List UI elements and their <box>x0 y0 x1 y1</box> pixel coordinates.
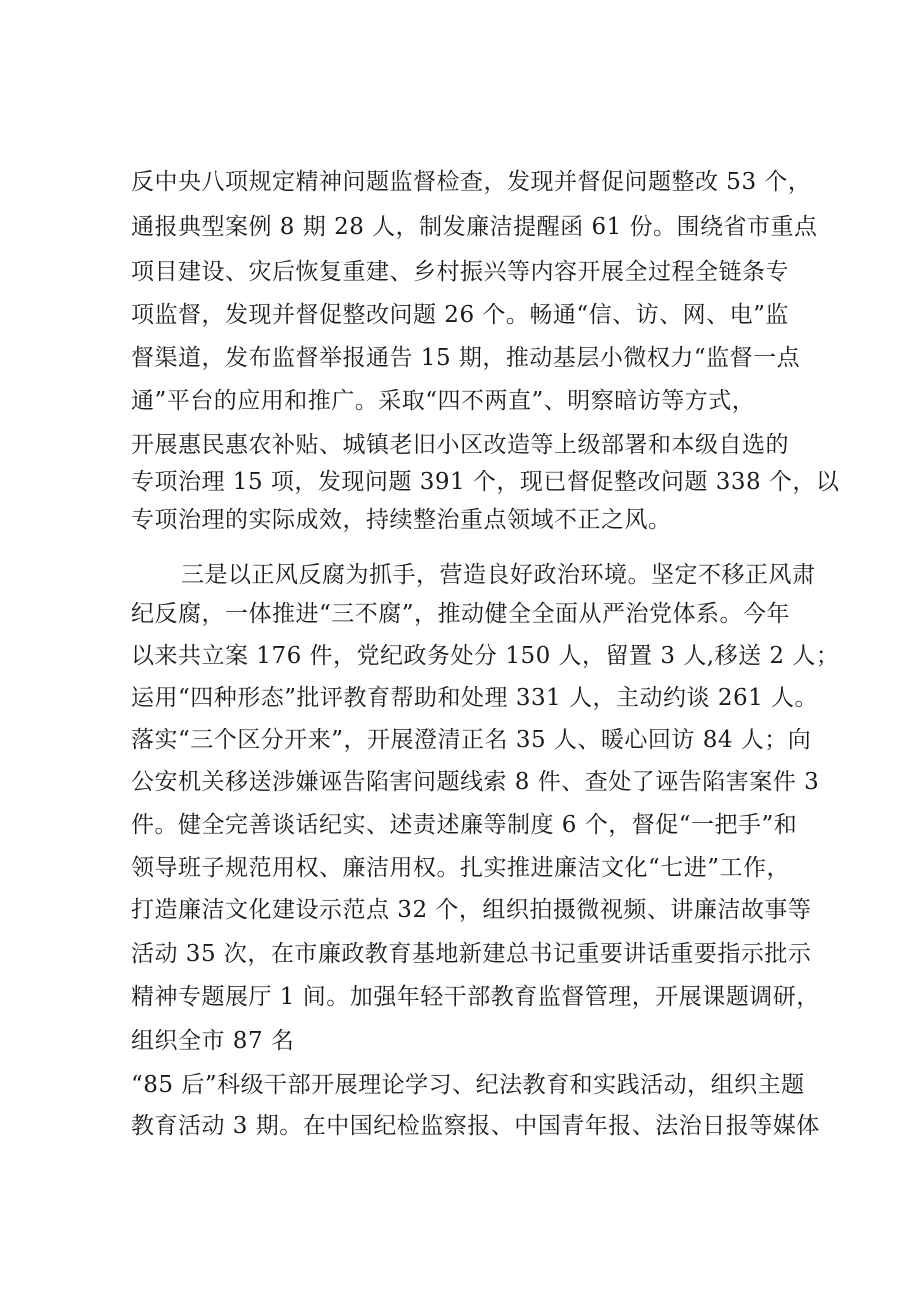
text-line: 专项治理的实际成效，持续整治重点领域不正之风。 <box>131 507 672 533</box>
text-line: 项目建设、灾后恢复重建、乡村振兴等内容开展全过程全链条专 <box>131 259 789 285</box>
text-line: 打造廉洁文化建设示范点 32 个，组织拍摄微视频、讲廉洁故事等 <box>131 897 812 923</box>
text-line: 督渠道，发布监督举报通告 15 期，推动基层小微权力“监督一点 <box>131 345 801 371</box>
text-line: 三是以正风反腐为抓手，营造良好政治环境。坚定不移正风肃 <box>181 562 816 588</box>
text-line: 纪反腐，一体推进“三不腐”，推动健全全面从严治党体系。今年 <box>131 601 791 627</box>
text-line: 件。健全完善谈话纪实、述责述廉等制度 6 个，督促“一把手”和 <box>131 812 798 838</box>
text-line: 公安机关移送涉嫌诬告陷害问题线索 8 件、查处了诬告陷害案件 3 <box>131 769 820 795</box>
text-line: 落实“三个区分开来”，开展澄清正名 35 人、暖心回访 84 人；向 <box>131 727 812 753</box>
text-line: 专项治理 15 项，发现问题 391 个，现已督促整改问题 338 个，以 <box>131 469 840 495</box>
text-line: 教育活动 3 期。在中国纪检监察报、中国青年报、法治日报等媒体 <box>131 1113 820 1139</box>
text-line: 精神专题展厅 1 间。加强年轻干部教育监督管理，开展课题调研， <box>131 984 820 1010</box>
text-line: 运用“四种形态”批评教育帮助和处理 331 人，主动约谈 261 人。 <box>131 685 819 711</box>
text-line: 通”平台的应用和推广。采取“四不两直”、明察暗访等方式， <box>131 388 756 414</box>
text-line: 领导班子规范用权、廉洁用权。扎实推进廉洁文化“七进”工作， <box>131 855 791 881</box>
text-line: 通报典型案例 8 期 28 人，制发廉洁提醒函 61 份。围绕省市重点 <box>131 214 818 240</box>
text-line: 组织全市 87 名 <box>131 1028 295 1054</box>
text-line: 反中央八项规定精神问题监督检查，发现并督促问题整改 53 个， <box>131 169 812 195</box>
text-line: 活动 35 次，在市廉政教育基地新建总书记重要讲话重要指示批示 <box>131 941 812 967</box>
text-line: 项监督，发现并督促整改问题 26 个。畅通“信、访、网、电”监 <box>131 302 789 328</box>
text-line: “85 后”科级干部开展理论学习、纪法教育和实践活动，组织主题 <box>131 1072 805 1098</box>
text-line: 开展惠民惠农补贴、城镇老旧小区改造等上级部署和本级自选的 <box>131 432 789 458</box>
text-line: 以来共立案 176 件，党纪政务处分 150 人，留置 3 人,移送 2 人； <box>131 643 840 669</box>
